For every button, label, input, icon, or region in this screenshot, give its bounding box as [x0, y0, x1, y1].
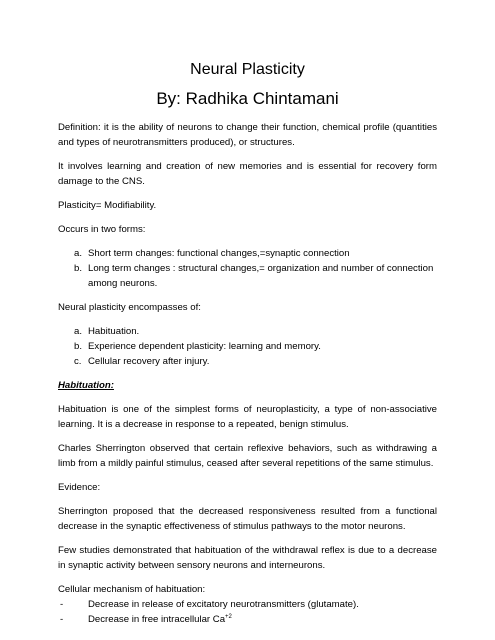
forms-list — [58, 246, 437, 291]
list-marker: - — [60, 614, 64, 625]
document-body — [58, 120, 437, 636]
mechanism-label: Cellular mechanism of habituation: — [58, 584, 206, 595]
list-marker: - — [60, 599, 64, 610]
list-item-text: Long term changes : structural changes,= organization and number of connection among neurons. — [88, 263, 434, 289]
list-item — [58, 339, 437, 354]
list-item-text: Habituation. — [88, 326, 140, 337]
list-item-text: Decrease in free intracellular Ca — [88, 614, 226, 625]
list-item — [58, 261, 437, 291]
list-marker: c. — [74, 356, 82, 367]
list-item — [58, 612, 437, 627]
list-item-text: Cellular recovery after injury. — [88, 356, 210, 367]
mechanism-list — [58, 597, 437, 627]
evidence-paragraph-1: Sherrington proposed that the decreased responsiveness resulted from a functional decrease in the synaptic effectiveness of stimulus pathways to the motor neurons. — [58, 506, 437, 532]
list-item-text: Short term changes: functional changes,=synaptic connection — [88, 248, 350, 259]
occurs-paragraph: Occurs in two forms: — [58, 224, 146, 235]
list-marker: a. — [74, 326, 83, 337]
types-list — [58, 324, 437, 369]
habituation-heading — [58, 378, 437, 393]
list-item-text: Experience dependent plasticity: learning and memory. — [88, 341, 321, 352]
habituation-paragraph-2: Charles Sherrington observed that certain reflexive behaviors, such as withdrawing a limb from a mildly painful stimulus, ceased after several repetitions of the same stimulus. — [58, 443, 437, 469]
list-marker: a. — [74, 248, 83, 259]
superscript-charge: +2 — [225, 613, 232, 620]
list-marker: b. — [74, 263, 83, 274]
list-item — [58, 597, 437, 612]
plasticity-equation: Plasticity= Modifiability. — [58, 200, 157, 211]
document-author: By: Radhika Chintamani — [156, 89, 339, 108]
evidence-paragraph-2: Few studies demonstrated that habituation of the withdrawal reflex is due to a decrease in synaptic activity between sensory neurons and interneurons. — [58, 545, 437, 571]
involves-paragraph: It involves learning and creation of new memories and is essential for recovery form damage to the CNS. — [58, 161, 437, 187]
list-item-text: Decrease in release of excitatory neurotransmitters (glutamate). — [88, 599, 359, 610]
definition-paragraph: Definition: it is the ability of neurons to change their function, chemical profile (quantities and types of neurotransmitters produced), or structures. — [58, 122, 437, 148]
habituation-paragraph-1: Habituation is one of the simplest forms of neuroplasticity, a type of non-associative learning. It is a decrease in response to a repeated, benign stimulus. — [58, 404, 437, 430]
document-title: Neural Plasticity — [190, 61, 305, 78]
habituation-heading-text: Habituation: — [58, 380, 114, 391]
list-item — [58, 324, 437, 339]
encompasses-paragraph: Neural plasticity encompasses of: — [58, 302, 201, 313]
evidence-label: Evidence: — [58, 482, 101, 493]
list-marker: b. — [74, 341, 83, 352]
list-item — [58, 246, 437, 261]
list-item — [58, 354, 437, 369]
